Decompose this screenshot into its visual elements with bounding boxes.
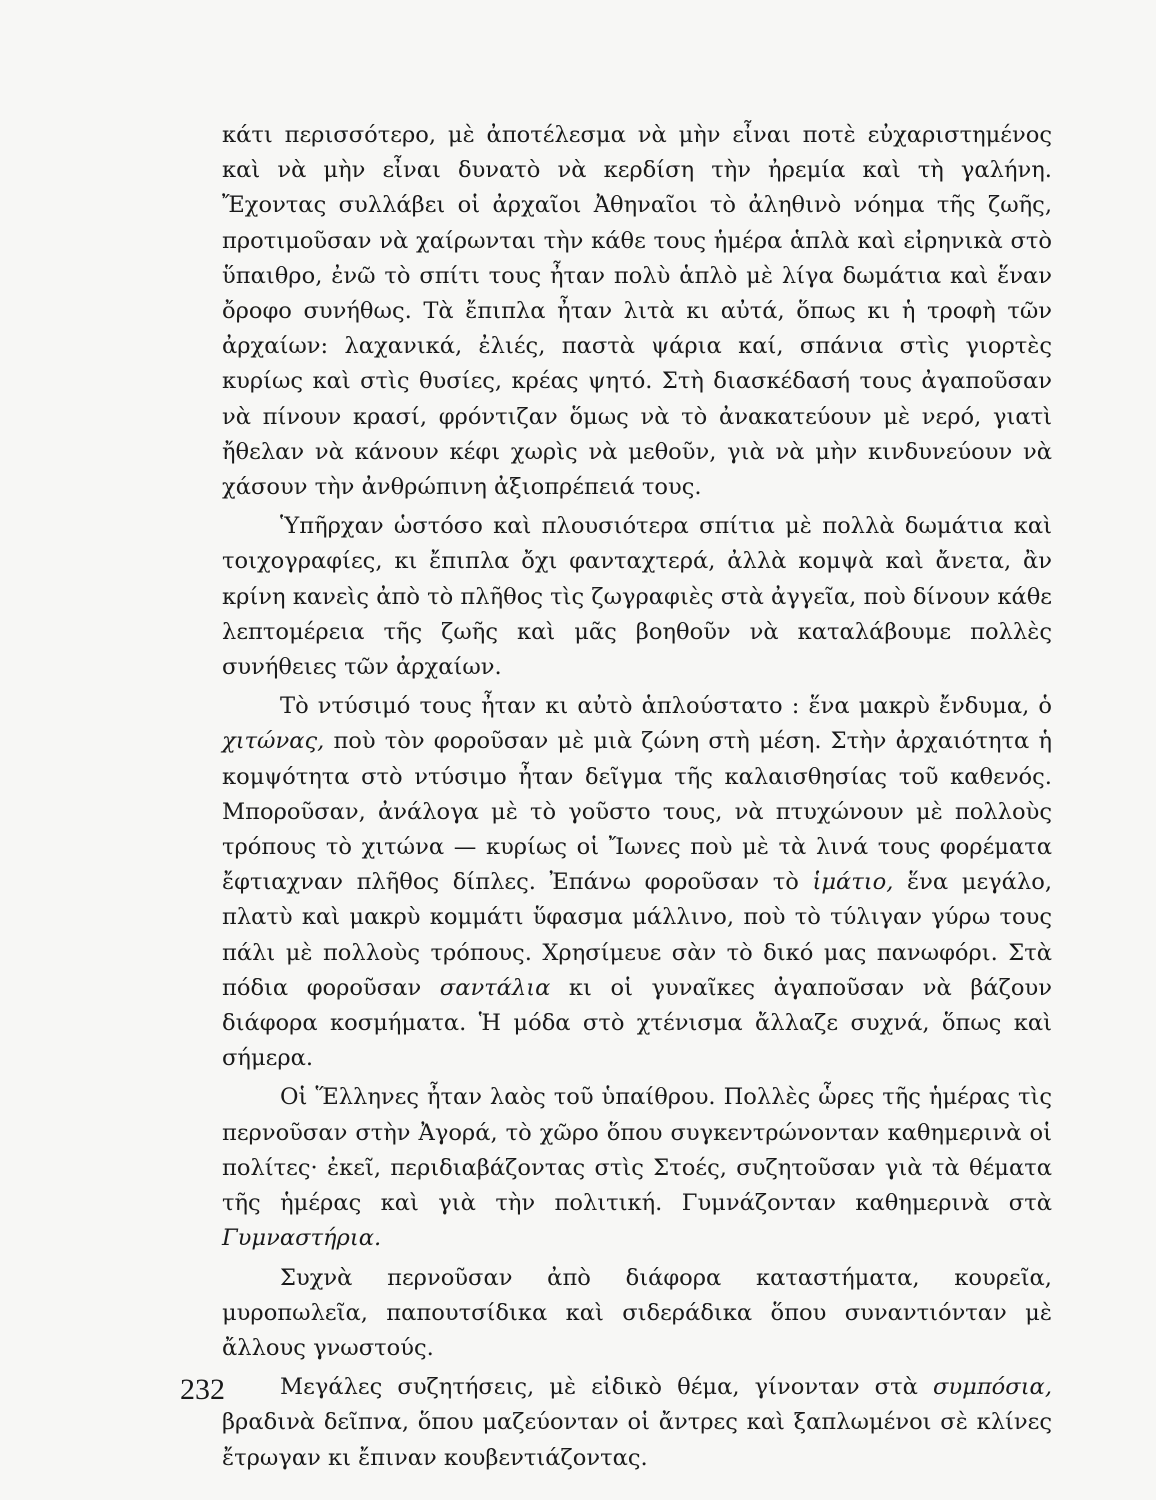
paragraph-2 (222, 509, 1052, 685)
italic-term: συμπόσια, (932, 1374, 1052, 1401)
text-run: ποὺ τὸν φοροῦσαν μὲ μιὰ ζώνη στὴ μέση. Στὴν ἀρχαιότητα ἡ κομψότητα στὸ ντύσιμο ἦταν δεῖγμα τῆς καλαισθησίας τοῦ καθενός. Μποροῦσαν, ἀνάλογα μὲ τὸ γοῦστο τους, νὰ πτυχώνουν μὲ πολλοὺς τρόπους τὸ χιτώνα — κυρίως οἱ Ἴωνες ποὺ μὲ τὰ λινά τους φορέματα ἔφτιαχναν πλῆθος δίπλες. Ἐπάνω φοροῦσαν τὸ (222, 728, 1052, 896)
page-number: 232 (180, 1373, 225, 1406)
paragraph-6 (222, 1370, 1052, 1476)
text-run: ἕνα μεγάλο, πλατὺ καὶ μακρὺ κομμάτι ὕφασμα μάλλινο, ποὺ τὸ τύλιγαν γύρω τους πάλι μὲ πολλοὺς τρόπους. Χρησίμευε σὰν τὸ δικό μας πανωφόρι. Στὰ πόδια φοροῦσαν (222, 869, 1053, 1001)
italic-term: ἱμάτιο, (812, 869, 894, 896)
text-run: Οἱ Ἕλληνες ἦταν λαὸς τοῦ ὑπαίθρου. Πολλὲς ὧρες τῆς ἡμέρας τὶς περνοῦσαν στὴν Ἀγορά, τὸ χῶρο ὅπου συγκεντρώνονταν καθημερινὰ οἱ πολίτες· ἐκεῖ, περιδιαβάζοντας στὶς Στοές, συζητοῦσαν γιὰ τὰ θέματα τῆς ἡμέρας καὶ γιὰ τὴν πολιτική. Γυμνάζονταν καθημερινὰ στὰ (222, 1084, 1052, 1217)
text-run: Ὑπῆρχαν ὡστόσο καὶ πλουσιότερα σπίτια μὲ πολλὰ δωμάτια καὶ τοιχογραφίες, κι ἔπιπλα ὄχι φανταχτερά, ἀλλὰ κομψὰ καὶ ἄνετα, ἂν κρίνη κανεὶς ἀπὸ τὸ πλῆθος τὶς ζωγραφιὲς στὰ ἀγγεῖα, ποὺ δίνουν κάθε λεπτομέρεια τῆς ζωῆς καὶ μᾶς βοηθοῦν νὰ καταλάβουμε πολλὲς συνήθειες τῶν ἀρχαίων. (222, 513, 1053, 681)
italic-term: σαντάλια (439, 974, 551, 1001)
text-run: κάτι περισσότερο, μὲ ἀποτέλεσμα νὰ μὴν εἶναι ποτὲ εὐχαριστημένος καὶ νὰ μὴν εἶναι δυνατὸ νὰ κερδίση τὴν ἠρεμία καὶ τὴ γαλήνη. Ἔχοντας συλλάβει οἱ ἀρχαῖοι Ἀθηναῖοι τὸ ἀληθινὸ νόημα τῆς ζωῆς, προτιμοῦσαν νὰ χαίρωνται τὴν κάθε τους ἡμέρα ἁπλὰ καὶ εἰρηνικὰ στὸ ὕπαιθρο, ἐνῶ τὸ σπίτι τους ἦταν πολὺ ἁπλὸ μὲ λίγα δωμάτια καὶ ἕναν ὄροφο συνήθως. Τὰ ἔπιπλα ἦταν λιτὰ κι αὐτά, ὅπως κι ἡ τροφὴ τῶν ἀρχαίων: λαχανικά, ἐλιές, παστὰ ψάρια καί, σπάνια στὶς γιορτὲς κυρίως καὶ στὶς θυσίες, κρέας ψητό. Στὴ διασκέδασή τους ἀγαποῦσαν νὰ πίνουν κρασί, φρόντιζαν ὅμως νὰ τὸ ἀνακατεύουν μὲ νερό, γιατὶ ἤθελαν νὰ κάνουν κέφι χωρὶς νὰ μεθοῦν, γιὰ νὰ μὴν κινδυνεύουν νὰ χάσουν τὴν ἀνθρώπινη ἀξιοπρέπειά τους. (222, 122, 1052, 501)
paragraph-1 (222, 118, 1052, 505)
paragraph-4 (222, 1080, 1052, 1256)
paragraph-5 (222, 1261, 1052, 1367)
text-run: κι οἱ γυναῖκες ἀγαποῦσαν νὰ βάζουν διάφορα κοσμήματα. Ἡ μόδα στὸ χτένισμα ἄλλαζε συχνά, ὅπως καὶ σήμερα. (222, 974, 1053, 1072)
text-run: Μεγάλες συζητήσεις, μὲ εἰδικὸ θέμα, γίνονταν στὰ (280, 1374, 933, 1401)
italic-term: χιτώνας, (222, 728, 325, 755)
text-run: Συχνὰ περνοῦσαν ἀπὸ διάφορα καταστήματα, κουρεῖα, μυροπωλεῖα, παπουτσίδικα καὶ σιδεράδικα ὅπου συναντιόνταν μὲ ἄλλους γνωστούς. (222, 1264, 1052, 1361)
text-run: βραδινὰ δεῖπνα, ὅπου μαζεύονταν οἱ ἄντρες καὶ ξαπλωμένοι σὲ κλίνες ἔτρωγαν κι ἔπιναν κουβεντιάζοντας. (222, 1409, 1052, 1471)
paragraph-3 (222, 689, 1052, 1076)
text-run: Τὸ ντύσιμό τους ἦταν κι αὐτὸ ἁπλούστατο : ἕνα μακρὺ ἔνδυμα, ὁ (280, 693, 1052, 720)
page-body (222, 118, 1052, 1476)
italic-term: Γυμναστήρια. (222, 1225, 382, 1252)
